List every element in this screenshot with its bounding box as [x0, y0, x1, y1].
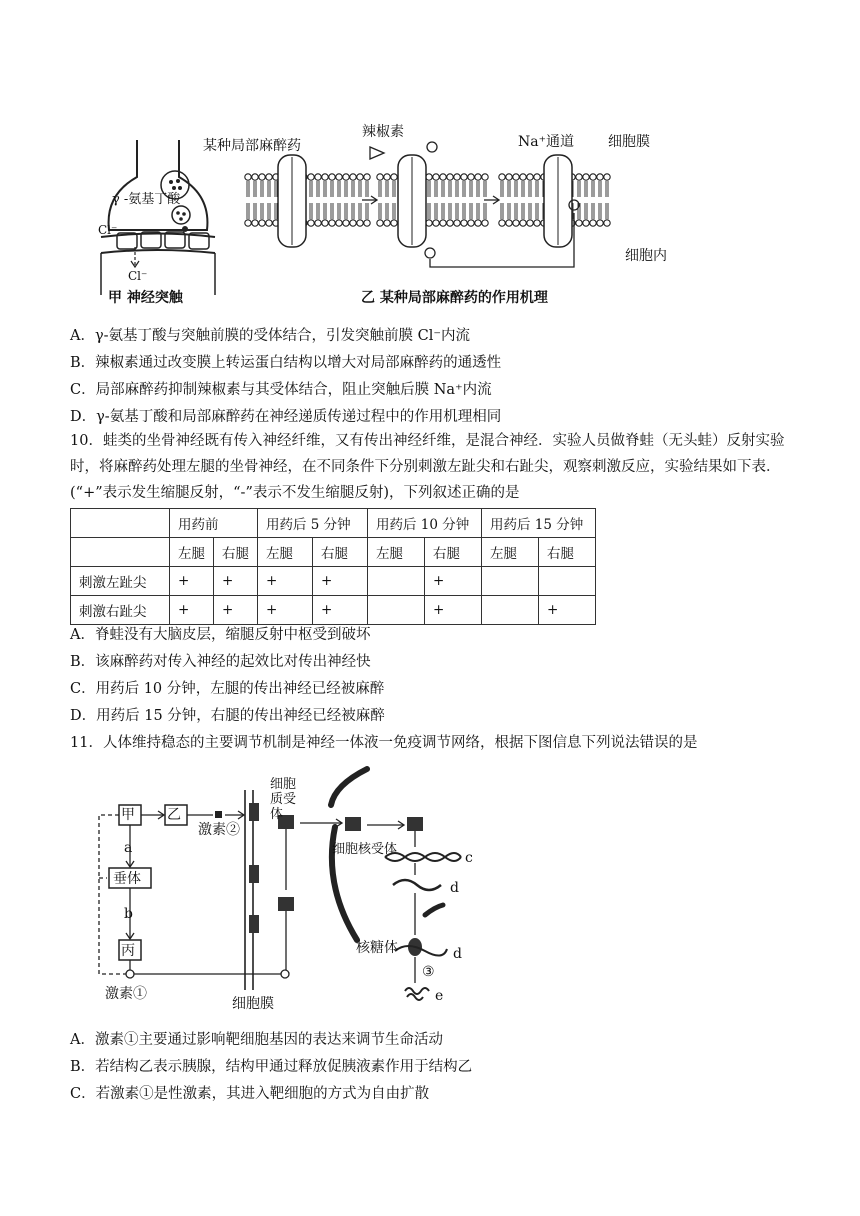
period-header: 用药后 15 分钟: [482, 509, 596, 538]
table-cell: +: [170, 567, 214, 596]
box-bing: 丙: [121, 943, 135, 959]
q11-option-c: C．若激素①是性激素，其进入靶细胞的方式为自由扩散: [70, 1086, 430, 1102]
leg-header: 左腿: [482, 538, 539, 567]
table-cell: +: [539, 596, 596, 625]
label-b: b: [124, 906, 133, 922]
period-header: 用药前: [170, 509, 258, 538]
table-header-legs: [71, 538, 596, 567]
q10-option-b: B．该麻醉药对传入神经的起效比对传出神经快: [70, 654, 371, 670]
q11-stem: 11．人体维持稳态的主要调节机制是神经一体液一免疫调节网络，根据下图信息下列说法错误的是: [70, 735, 698, 751]
hormone1-label: 激素①: [105, 986, 147, 1002]
label-c: c: [465, 850, 473, 866]
q11-option-a: A．激素①主要通过影响靶细胞基因的表达来调节生命活动: [70, 1032, 443, 1048]
leg-header: 左腿: [258, 538, 313, 567]
box-yi: 乙: [167, 807, 181, 823]
cell-membrane-label: 细胞膜: [608, 134, 650, 150]
mechanism-caption: 乙 某种局部麻醉药的作用机理: [361, 290, 548, 306]
leg-header: 右腿: [425, 538, 482, 567]
table-corner: [71, 509, 170, 538]
table-cell: [368, 567, 425, 596]
cell-membrane-label: 细胞膜: [232, 996, 274, 1012]
cytoplasm-receptor-label: 细胞质受体: [270, 777, 297, 822]
ribosome-label: 核糖体: [356, 940, 398, 956]
table-cell: +: [170, 596, 214, 625]
cell-inside-label: 细胞内: [625, 248, 667, 264]
leg-header: 左腿: [368, 538, 425, 567]
q9-option-c: C．局部麻醉药抑制辣椒素与其受体结合，阻止突触后膜 Na⁺内流: [70, 382, 492, 398]
label-e: e: [435, 988, 444, 1004]
table-cell: [539, 567, 596, 596]
na-channel-label: Na⁺通道: [518, 134, 574, 150]
table-cell: +: [313, 567, 368, 596]
chloride-label-inside: Cl⁻: [128, 269, 148, 283]
synapse-caption: 甲 神经突触: [108, 290, 183, 306]
table-empty-cell: [71, 538, 170, 567]
table-header-periods: [71, 509, 596, 538]
table-row: [71, 596, 596, 625]
box-jia: 甲: [121, 807, 135, 823]
table-cell: [482, 567, 539, 596]
box-chuiti: 垂体: [113, 871, 141, 887]
table-cell: +: [425, 596, 482, 625]
leg-header: 右腿: [214, 538, 258, 567]
table-cell: +: [214, 596, 258, 625]
gaba-label: γ -氨基丁酸: [112, 192, 181, 207]
q9-option-a: A．γ-氨基丁酸与突触前膜的受体结合，引发突触前膜 Cl⁻内流: [70, 328, 471, 344]
q10-option-a: A．脊蛙没有大脑皮层，缩腿反射中枢受到破坏: [70, 627, 371, 643]
table-cell: [482, 596, 539, 625]
q10-stem: 10．蛙类的坐骨神经既有传入神经纤维，又有传出神经纤维，是混合神经．实验人员做脊蛙（无头蛙）反射实验时，将麻醉药处理左腿的坐骨神经，在不同条件下分别刺激左趾尖和右趾尖，观察刺激反应，实验结果如下表．(“+”表示发生缩腿反射，“-”表示不发生缩腿反射)，下列叙述正确的是: [70, 433, 785, 501]
table-cell: +: [425, 567, 482, 596]
table-cell: +: [214, 567, 258, 596]
period-header: 用药后 10 分钟: [368, 509, 482, 538]
q11-option-b: B．若结构乙表示胰腺，结构甲通过释放促胰液素作用于结构乙: [70, 1059, 473, 1075]
experiment-table: [70, 508, 596, 625]
leg-header: 右腿: [539, 538, 596, 567]
period-header: 用药后 5 分钟: [258, 509, 368, 538]
row-label: 刺激右趾尖: [71, 596, 170, 625]
leg-header: 右腿: [313, 538, 368, 567]
q10-option-c: C．用药后 10 分钟，左腿的传出神经已经被麻醉: [70, 681, 385, 697]
table-cell: +: [258, 567, 313, 596]
label-a: a: [124, 840, 133, 856]
table-row: [71, 567, 596, 596]
leg-header: 左腿: [170, 538, 214, 567]
hormone2-label: 激素②: [198, 822, 240, 838]
table-cell: [368, 596, 425, 625]
q9-option-d: D．γ-氨基丁酸和局部麻醉药在神经递质传递过程中的作用机理相同: [70, 409, 502, 425]
chloride-label-outside: Cl⁻: [98, 223, 118, 237]
step3-label: ③: [422, 964, 435, 980]
table-cell: +: [313, 596, 368, 625]
anesthetic-label: 某种局部麻醉药: [203, 138, 301, 154]
label-d: d: [450, 880, 459, 896]
q10-option-d: D．用药后 15 分钟，右腿的传出神经已经被麻醉: [70, 708, 385, 724]
row-label: 刺激左趾尖: [71, 567, 170, 596]
table-cell: +: [258, 596, 313, 625]
capsaicin-label: 辣椒素: [362, 124, 404, 140]
nuclear-receptor-label: 细胞核受体: [332, 842, 398, 857]
anesthetic-mechanism-diagram: [240, 135, 690, 275]
label-d-2: d: [453, 946, 462, 962]
q9-option-b: B．辣椒素通过改变膜上转运蛋白结构以增大对局部麻醉药的通透性: [70, 355, 502, 371]
